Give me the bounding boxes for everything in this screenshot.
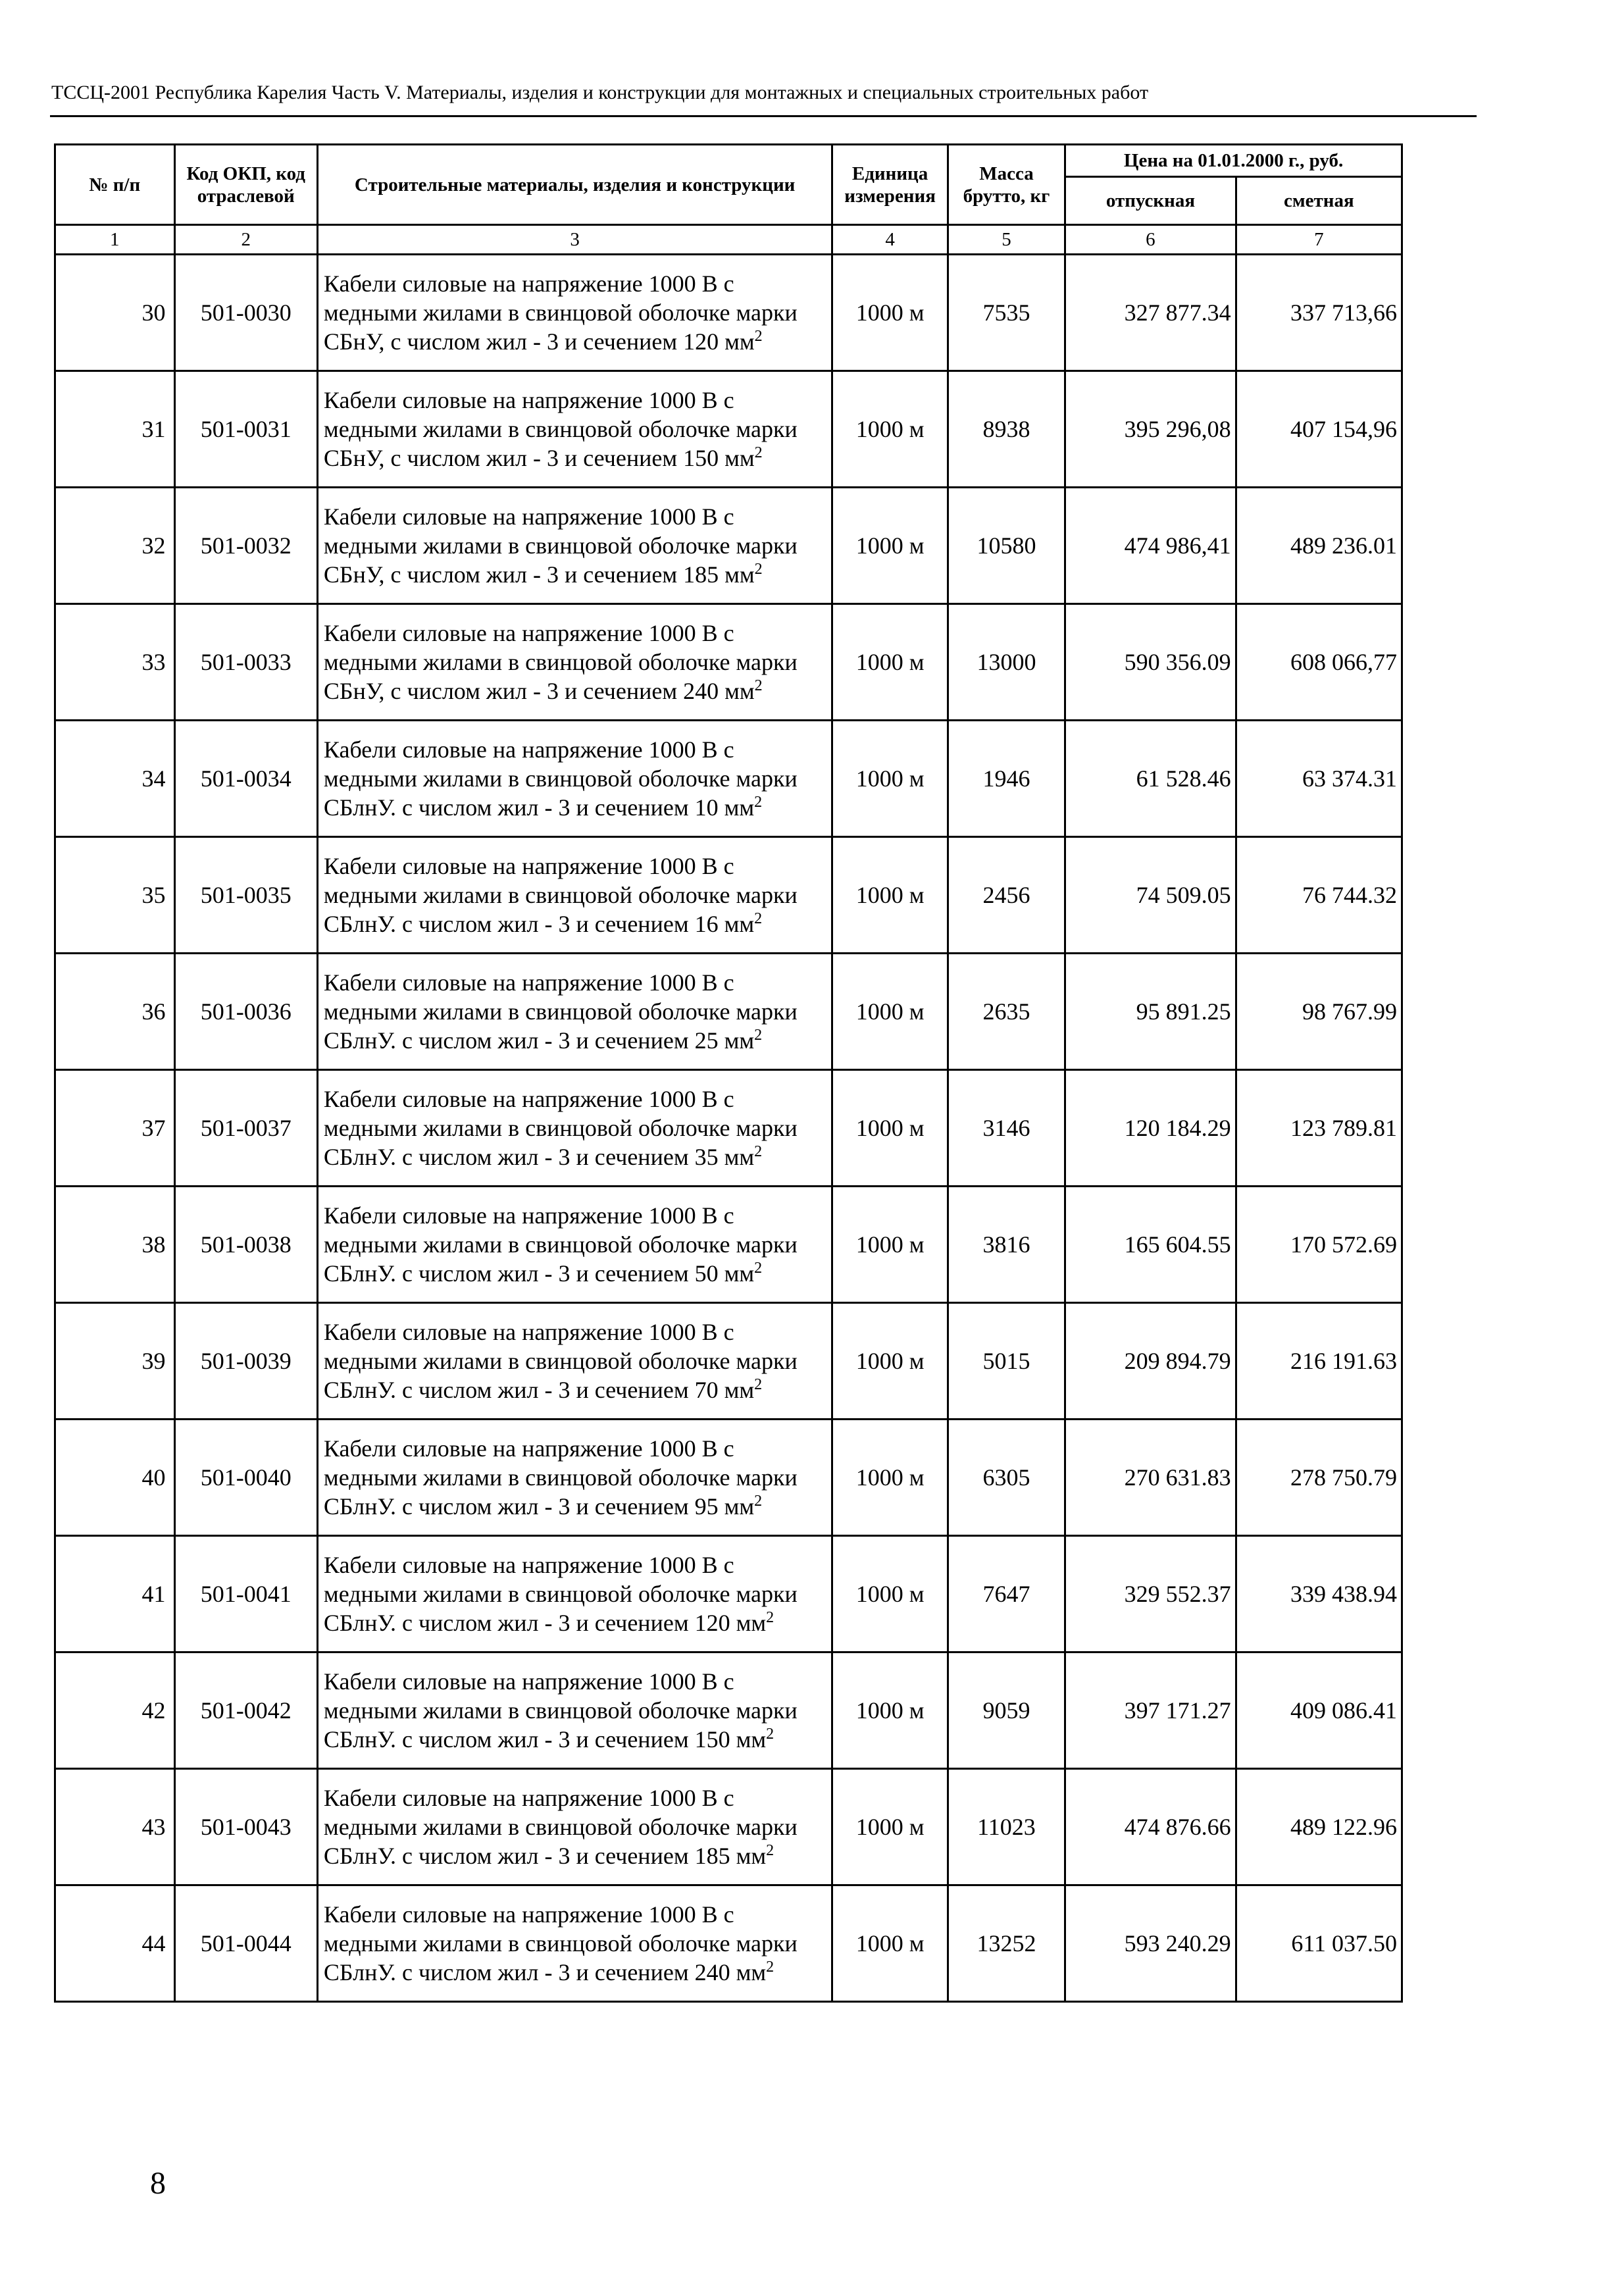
- material-text: Кабели силовые на напряжение 1000 В с медными жилами в свинцовой оболочке марки СБлнУ. с числом жил - 3 и сечением 120 мм: [323, 1552, 798, 1636]
- row-price-estimate: 407 154,96: [1236, 371, 1402, 488]
- row-code: 501-0035: [174, 837, 317, 954]
- row-material: [317, 1420, 832, 1536]
- row-mass: 6305: [948, 1420, 1065, 1536]
- column-number: 5: [948, 225, 1065, 255]
- row-mass: 13000: [948, 604, 1065, 721]
- table-row: [55, 371, 1402, 488]
- row-code: 501-0043: [174, 1769, 317, 1885]
- table-row: [55, 1885, 1402, 2002]
- row-mass: 8938: [948, 371, 1065, 488]
- header-material: Строительные материалы, изделия и конструкции: [317, 145, 832, 225]
- row-material: [317, 371, 832, 488]
- material-text: Кабели силовые на напряжение 1000 В с медными жилами в свинцовой оболочке марки СБлнУ. с числом жил - 3 и сечением 240 мм: [323, 1901, 798, 1985]
- row-index: 35: [55, 837, 175, 954]
- row-unit: 1000 м: [832, 721, 948, 837]
- material-text: Кабели силовые на напряжение 1000 В с медными жилами в свинцовой оболочке марки СБлнУ. с числом жил - 3 и сечением 35 мм: [323, 1086, 798, 1170]
- table-row: [55, 1652, 1402, 1769]
- header-mass: Масса брутто, кг: [948, 145, 1065, 225]
- row-price-estimate: 337 713,66: [1236, 255, 1402, 371]
- row-code: 501-0042: [174, 1652, 317, 1769]
- running-title: ТССЦ-2001 Республика Карелия Часть V. Материалы, изделия и конструкции для монтажных и специальных строительных работ: [51, 82, 1149, 103]
- table-row: [55, 604, 1402, 721]
- row-price-estimate: 611 037.50: [1236, 1885, 1402, 2002]
- row-price-estimate: 608 066,77: [1236, 604, 1402, 721]
- row-code: 501-0034: [174, 721, 317, 837]
- superscript: 2: [754, 328, 763, 345]
- row-price-release: 209 894.79: [1065, 1303, 1236, 1420]
- row-mass: 13252: [948, 1885, 1065, 2002]
- row-price-release: 165 604.55: [1065, 1187, 1236, 1303]
- row-material: [317, 1187, 832, 1303]
- row-price-estimate: 63 374.31: [1236, 721, 1402, 837]
- row-price-release: 395 296,08: [1065, 371, 1236, 488]
- row-unit: 1000 м: [832, 255, 948, 371]
- row-code: 501-0031: [174, 371, 317, 488]
- table-row: [55, 954, 1402, 1070]
- row-price-estimate: 489 236.01: [1236, 488, 1402, 604]
- row-unit: 1000 м: [832, 1420, 948, 1536]
- row-material: [317, 954, 832, 1070]
- table-row: [55, 1769, 1402, 1885]
- row-code: 501-0041: [174, 1536, 317, 1652]
- row-index: 38: [55, 1187, 175, 1303]
- superscript: 2: [754, 1260, 763, 1277]
- superscript: 2: [754, 1376, 763, 1393]
- row-unit: 1000 м: [832, 488, 948, 604]
- row-price-estimate: 409 086.41: [1236, 1652, 1402, 1769]
- row-index: 37: [55, 1070, 175, 1187]
- table-row: [55, 1536, 1402, 1652]
- row-material: [317, 837, 832, 954]
- row-index: 32: [55, 488, 175, 604]
- row-index: 31: [55, 371, 175, 488]
- row-price-estimate: 216 191.63: [1236, 1303, 1402, 1420]
- row-material: [317, 1070, 832, 1187]
- row-code: 501-0032: [174, 488, 317, 604]
- material-text: Кабели силовые на напряжение 1000 В с медными жилами в свинцовой оболочке марки СБнУ, с числом жил - 3 и сечением 240 мм: [323, 620, 798, 704]
- row-unit: 1000 м: [832, 1070, 948, 1187]
- row-material: [317, 1885, 832, 2002]
- material-text: Кабели силовые на напряжение 1000 В с медными жилами в свинцовой оболочке марки СБлнУ. с числом жил - 3 и сечением 150 мм: [323, 1668, 798, 1753]
- row-mass: 2456: [948, 837, 1065, 954]
- row-mass: 7535: [948, 255, 1065, 371]
- row-material: [317, 721, 832, 837]
- row-price-estimate: 489 122.96: [1236, 1769, 1402, 1885]
- column-number: 1: [55, 225, 175, 255]
- table-row: [55, 1187, 1402, 1303]
- row-mass: 1946: [948, 721, 1065, 837]
- row-code: 501-0030: [174, 255, 317, 371]
- row-code: 501-0033: [174, 604, 317, 721]
- row-unit: 1000 м: [832, 954, 948, 1070]
- material-text: Кабели силовые на напряжение 1000 В с медными жилами в свинцовой оболочке марки СБлнУ. с числом жил - 3 и сечением 16 мм: [323, 853, 798, 937]
- material-text: Кабели силовые на напряжение 1000 В с медными жилами в свинцовой оболочке марки СБлнУ. с числом жил - 3 и сечением 50 мм: [323, 1202, 798, 1287]
- row-price-release: 95 891.25: [1065, 954, 1236, 1070]
- column-number: 7: [1236, 225, 1402, 255]
- superscript: 2: [766, 1726, 774, 1743]
- row-code: 501-0037: [174, 1070, 317, 1187]
- header-index: № п/п: [55, 145, 175, 225]
- row-material: [317, 1303, 832, 1420]
- row-unit: 1000 м: [832, 1885, 948, 2002]
- row-index: 42: [55, 1652, 175, 1769]
- row-unit: 1000 м: [832, 604, 948, 721]
- row-index: 43: [55, 1769, 175, 1885]
- row-mass: 11023: [948, 1769, 1065, 1885]
- header-unit: Единица измерения: [832, 145, 948, 225]
- row-index: 39: [55, 1303, 175, 1420]
- superscript: 2: [754, 1027, 763, 1044]
- row-unit: 1000 м: [832, 1652, 948, 1769]
- superscript: 2: [754, 910, 763, 927]
- material-text: Кабели силовые на напряжение 1000 В с медными жилами в свинцовой оболочке марки СБнУ, с числом жил - 3 и сечением 120 мм: [323, 270, 798, 355]
- row-code: 501-0036: [174, 954, 317, 1070]
- row-material: [317, 1536, 832, 1652]
- row-mass: 10580: [948, 488, 1065, 604]
- header-price-release: отпускная: [1065, 177, 1236, 225]
- row-price-release: 61 528.46: [1065, 721, 1236, 837]
- row-price-release: 327 877.34: [1065, 255, 1236, 371]
- row-material: [317, 604, 832, 721]
- header-rule: [50, 115, 1477, 117]
- material-text: Кабели силовые на напряжение 1000 В с медными жилами в свинцовой оболочке марки СБлнУ. с числом жил - 3 и сечением 10 мм: [323, 736, 798, 821]
- page-number: 8: [150, 2166, 166, 2201]
- table-row: [55, 488, 1402, 604]
- row-material: [317, 1769, 832, 1885]
- row-price-release: 397 171.27: [1065, 1652, 1236, 1769]
- row-unit: 1000 м: [832, 371, 948, 488]
- row-mass: 3816: [948, 1187, 1065, 1303]
- row-price-estimate: 339 438.94: [1236, 1536, 1402, 1652]
- column-number: 3: [317, 225, 832, 255]
- row-price-estimate: 76 744.32: [1236, 837, 1402, 954]
- row-unit: 1000 м: [832, 1769, 948, 1885]
- column-number: 2: [174, 225, 317, 255]
- row-price-estimate: 123 789.81: [1236, 1070, 1402, 1187]
- row-code: 501-0040: [174, 1420, 317, 1536]
- superscript: 2: [754, 794, 763, 811]
- row-index: 34: [55, 721, 175, 837]
- row-price-release: 474 876.66: [1065, 1769, 1236, 1885]
- table-row: [55, 721, 1402, 837]
- superscript: 2: [754, 677, 763, 694]
- header-code: Код ОКП, код отраслевой: [174, 145, 317, 225]
- row-index: 33: [55, 604, 175, 721]
- row-unit: 1000 м: [832, 1187, 948, 1303]
- row-price-estimate: 278 750.79: [1236, 1420, 1402, 1536]
- row-code: 501-0044: [174, 1885, 317, 2002]
- material-text: Кабели силовые на напряжение 1000 В с медными жилами в свинцовой оболочке марки СБлнУ. с числом жил - 3 и сечением 95 мм: [323, 1435, 798, 1520]
- row-code: 501-0039: [174, 1303, 317, 1420]
- column-number: 6: [1065, 225, 1236, 255]
- row-price-estimate: 170 572.69: [1236, 1187, 1402, 1303]
- row-unit: 1000 м: [832, 837, 948, 954]
- table-body: [55, 255, 1402, 2002]
- column-number: 4: [832, 225, 948, 255]
- row-code: 501-0038: [174, 1187, 317, 1303]
- price-table: [54, 143, 1403, 2003]
- row-price-release: 270 631.83: [1065, 1420, 1236, 1536]
- table-row: [55, 1303, 1402, 1420]
- superscript: 2: [754, 561, 763, 578]
- row-material: [317, 255, 832, 371]
- table-row: [55, 255, 1402, 371]
- row-price-release: 590 356.09: [1065, 604, 1236, 721]
- superscript: 2: [766, 1959, 774, 1976]
- superscript: 2: [766, 1842, 774, 1859]
- row-unit: 1000 м: [832, 1303, 948, 1420]
- material-text: Кабели силовые на напряжение 1000 В с медными жилами в свинцовой оболочке марки СБнУ, с числом жил - 3 и сечением 185 мм: [323, 503, 798, 588]
- row-price-release: 329 552.37: [1065, 1536, 1236, 1652]
- row-index: 36: [55, 954, 175, 1070]
- row-mass: 2635: [948, 954, 1065, 1070]
- row-mass: 9059: [948, 1652, 1065, 1769]
- row-mass: 3146: [948, 1070, 1065, 1187]
- row-index: 41: [55, 1536, 175, 1652]
- row-mass: 5015: [948, 1303, 1065, 1420]
- row-price-release: 120 184.29: [1065, 1070, 1236, 1187]
- row-index: 30: [55, 255, 175, 371]
- superscript: 2: [766, 1609, 774, 1626]
- superscript: 2: [754, 444, 763, 461]
- superscript: 2: [754, 1143, 763, 1160]
- row-mass: 7647: [948, 1536, 1065, 1652]
- row-price-release: 74 509.05: [1065, 837, 1236, 954]
- table-row: [55, 837, 1402, 954]
- row-material: [317, 1652, 832, 1769]
- row-material: [317, 488, 832, 604]
- row-index: 40: [55, 1420, 175, 1536]
- material-text: Кабели силовые на напряжение 1000 В с медными жилами в свинцовой оболочке марки СБлнУ. с числом жил - 3 и сечением 70 мм: [323, 1319, 798, 1403]
- header-price-group: Цена на 01.01.2000 г., руб.: [1065, 145, 1402, 177]
- material-text: Кабели силовые на напряжение 1000 В с медными жилами в свинцовой оболочке марки СБнУ, с числом жил - 3 и сечением 150 мм: [323, 387, 798, 471]
- row-price-release: 593 240.29: [1065, 1885, 1236, 2002]
- row-price-estimate: 98 767.99: [1236, 954, 1402, 1070]
- material-text: Кабели силовые на напряжение 1000 В с медными жилами в свинцовой оболочке марки СБлнУ. с числом жил - 3 и сечением 25 мм: [323, 969, 798, 1054]
- row-unit: 1000 м: [832, 1536, 948, 1652]
- superscript: 2: [754, 1493, 763, 1510]
- row-index: 44: [55, 1885, 175, 2002]
- table-row: [55, 1070, 1402, 1187]
- header-price-estimate: сметная: [1236, 177, 1402, 225]
- material-text: Кабели силовые на напряжение 1000 В с медными жилами в свинцовой оболочке марки СБлнУ. с числом жил - 3 и сечением 185 мм: [323, 1785, 798, 1869]
- row-price-release: 474 986,41: [1065, 488, 1236, 604]
- table-row: [55, 1420, 1402, 1536]
